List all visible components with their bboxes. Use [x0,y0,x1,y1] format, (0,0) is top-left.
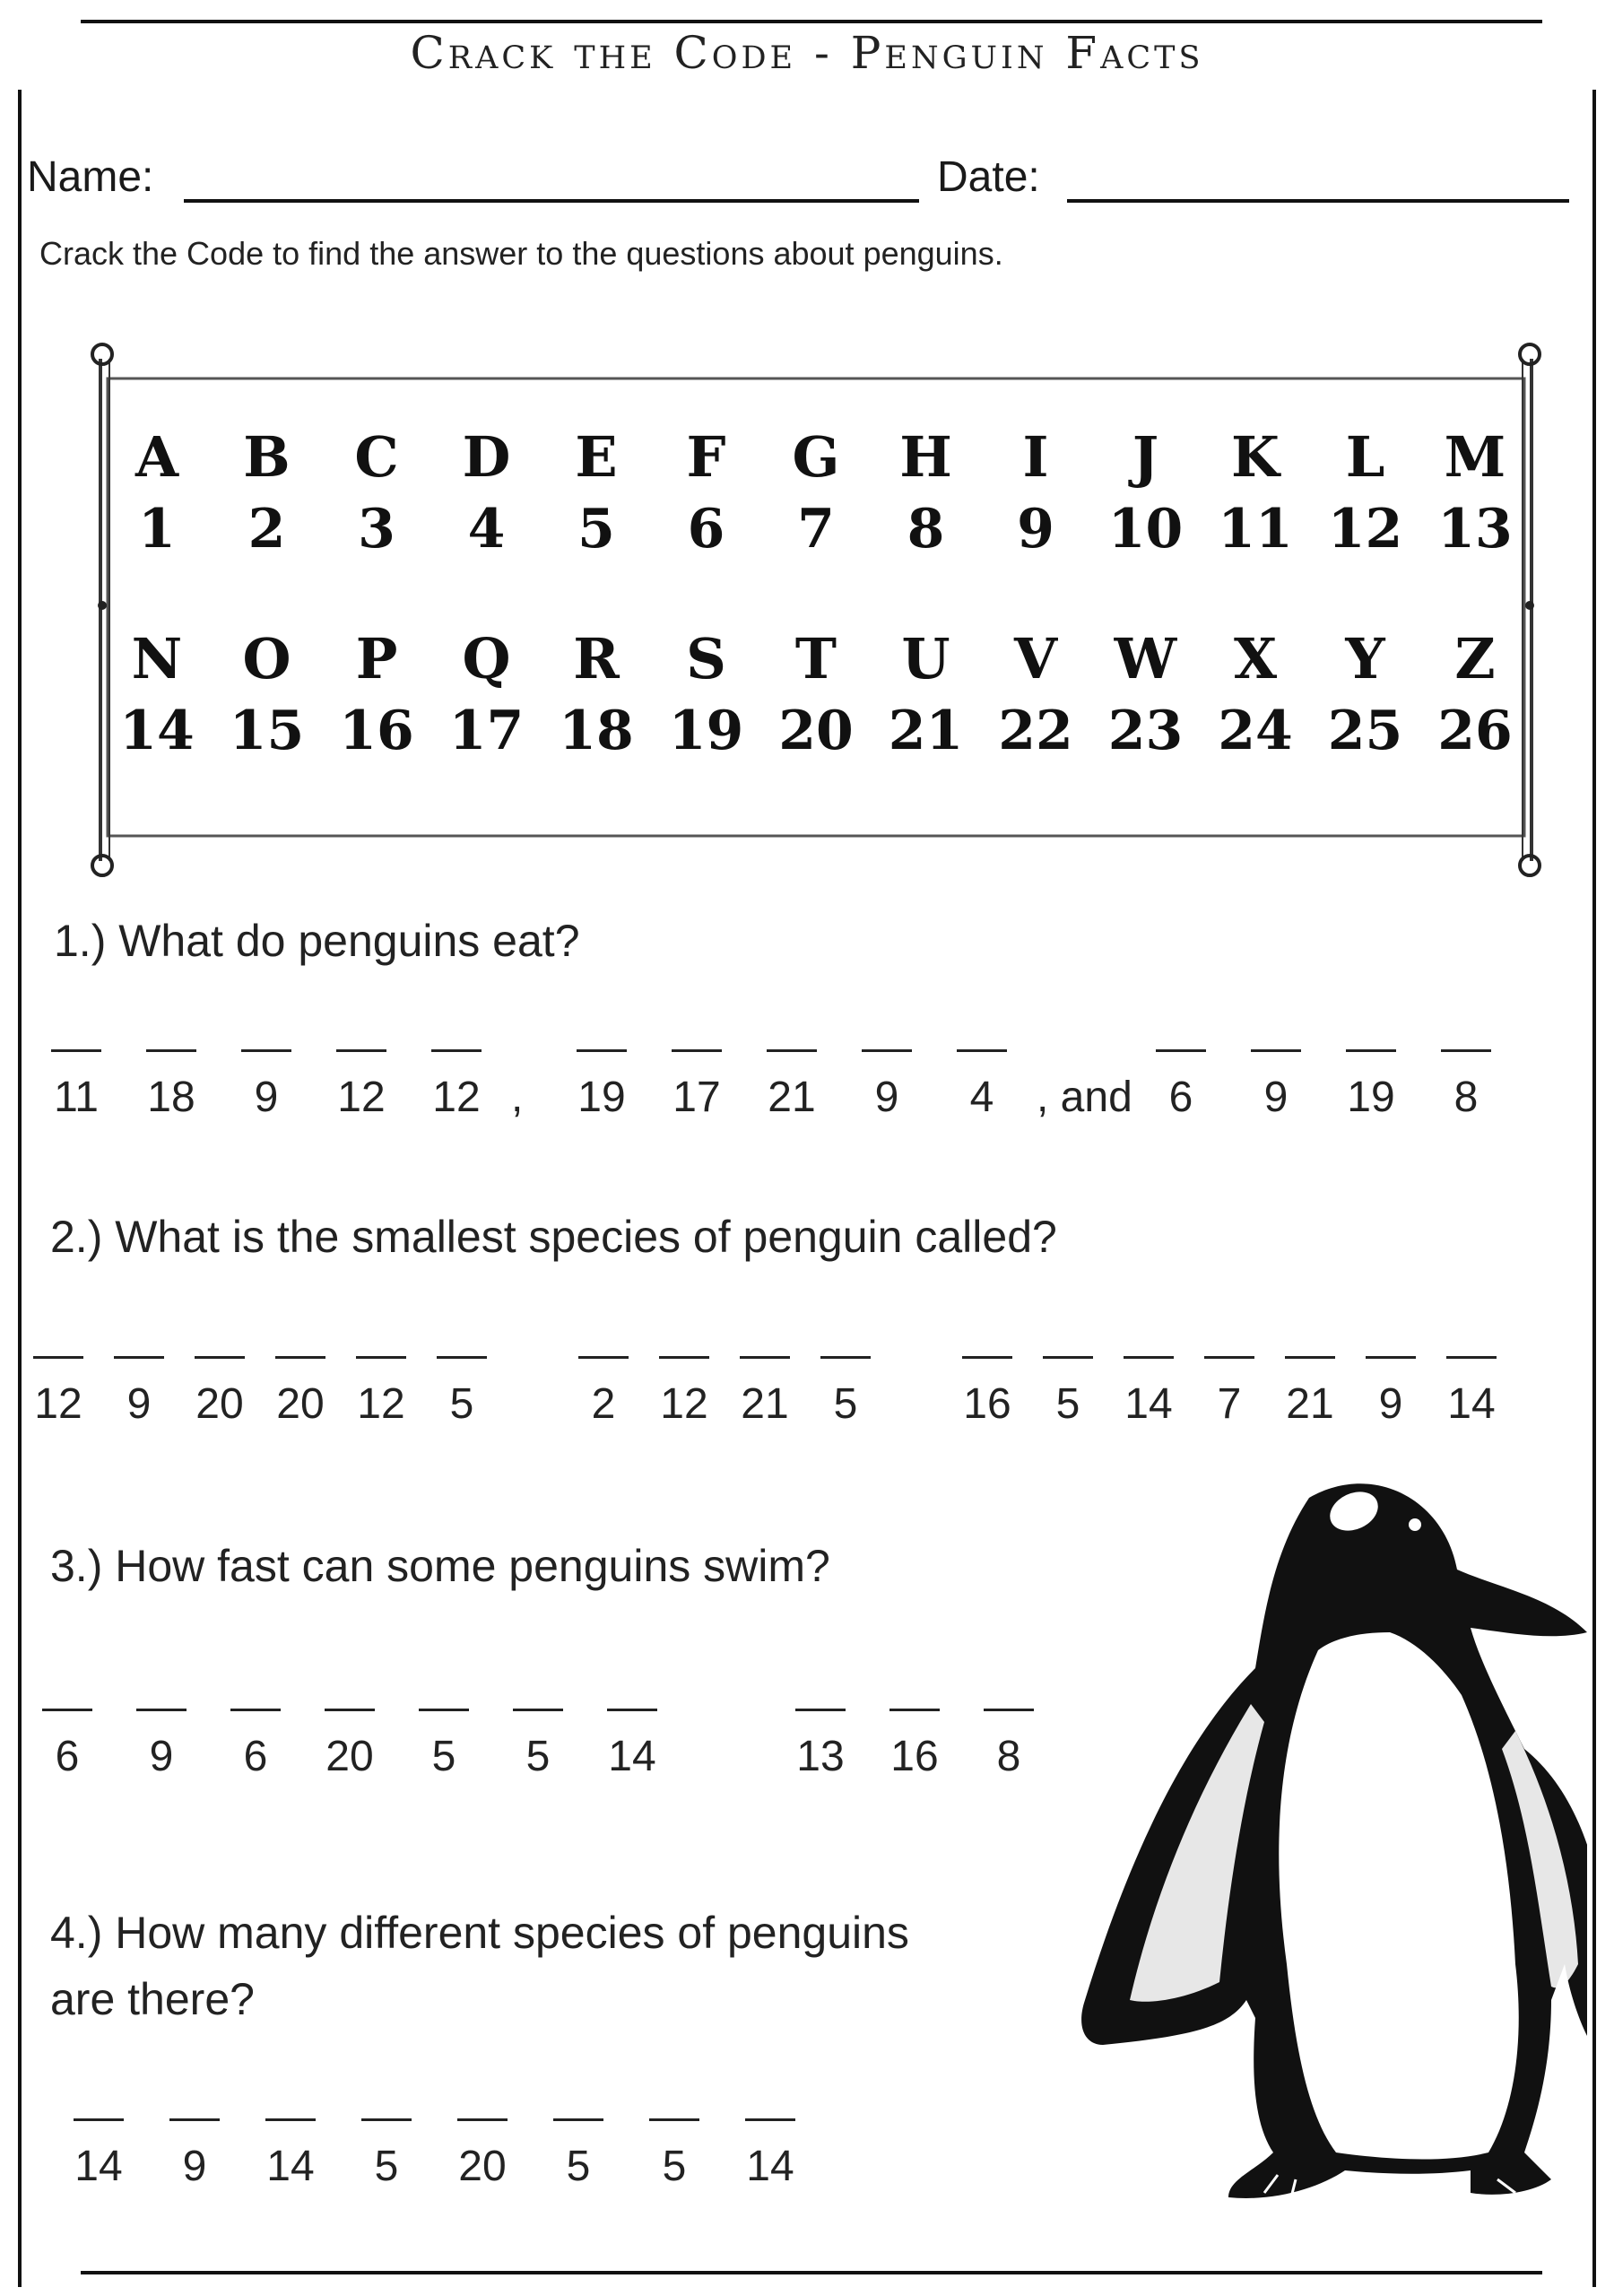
answer-blank[interactable] [1154,1049,1208,1139]
key-number: 25 [1327,700,1403,762]
bottom-rule [81,2271,1542,2274]
code-number: 20 [195,1380,244,1428]
key-number: 22 [998,700,1073,762]
code-number: 14 [266,2143,315,2190]
key-cell-x [1207,628,1304,762]
code-number: 19 [1347,1074,1395,1121]
code-number: 5 [1055,1380,1080,1428]
blank-line [553,2118,603,2121]
answer-blank[interactable] [577,1356,630,1446]
answer-blank[interactable] [323,1709,377,1798]
blank-line [962,1356,1012,1359]
key-number: 19 [668,700,744,762]
blank-line [42,1709,92,1711]
answer-blank[interactable] [1041,1356,1095,1446]
key-number: 6 [687,498,725,561]
blank-line [1124,1356,1174,1359]
key-cell-w [1098,628,1194,762]
blank-line [33,1356,83,1359]
code-number: 21 [1286,1380,1334,1428]
blank-line [74,2118,124,2121]
answer-blank[interactable] [511,1709,565,1798]
code-number: 14 [74,2143,123,2190]
blank-line [325,1709,375,1711]
blank-line [795,1709,846,1711]
code-number: 5 [833,1380,858,1428]
blank-line [740,1356,790,1359]
key-letter: D [462,424,511,490]
blank-line [1251,1049,1301,1052]
key-cell-s [658,628,755,762]
blank-line [1441,1049,1491,1052]
answer-blank[interactable] [134,1709,188,1798]
code-number: 4 [969,1074,994,1121]
blank-line [577,1049,627,1052]
top-rule [81,20,1542,23]
code-number: 9 [126,1380,152,1428]
answer-blank[interactable] [144,1049,198,1139]
key-cell-t [768,628,864,762]
key-cell-d [438,426,535,561]
code-number: 6 [55,1733,80,1780]
code-number: 16 [890,1733,939,1780]
key-letter: C [354,424,399,490]
code-key-panel [90,341,1542,879]
key-letter: Z [1454,626,1496,691]
code-number: 9 [182,2143,207,2190]
code-number: 7 [1217,1380,1242,1428]
key-cell-l [1317,426,1414,561]
key-letter: A [134,424,179,490]
date-field-line[interactable] [1067,199,1569,203]
blank-line [1446,1356,1497,1359]
scroll-frame [90,341,1542,879]
blank-line [1204,1356,1254,1359]
blank-line [578,1356,629,1359]
key-number: 15 [229,700,305,762]
answer-blank[interactable] [31,1356,85,1446]
key-letter: E [575,424,618,490]
answer-separator: , [511,1074,524,1121]
key-letter: S [686,626,726,691]
answer-blank[interactable] [819,1356,872,1446]
key-letter: Y [1345,626,1385,691]
worksheet-title: Crack the Code - Penguin Facts [410,27,1204,79]
answer-blank[interactable] [765,1049,819,1139]
blank-line [984,1709,1034,1711]
code-number: 14 [608,1733,656,1780]
code-number: 14 [746,2143,794,2190]
key-number: 9 [1017,498,1054,561]
name-field-line[interactable] [184,199,919,203]
key-letter: U [901,626,950,691]
key-letter: B [243,424,291,490]
question-4 [50,1900,909,2032]
key-letter: W [1114,626,1177,691]
blank-line [51,1049,101,1052]
answer-blank[interactable] [647,2118,701,2208]
key-number: 12 [1327,498,1403,561]
key-cell-r [548,628,645,762]
key-row-n-z [119,626,1513,771]
blank-line [136,1709,187,1711]
blank-line [275,1356,325,1359]
blank-line [820,1356,871,1359]
key-cell-c [328,426,425,561]
answer-blank[interactable] [72,2118,126,2208]
key-cell-p [328,628,425,762]
answer-blank[interactable] [264,2118,317,2208]
key-number: 11 [1218,498,1293,561]
key-letter: R [573,626,620,691]
name-label: Name: [27,153,154,201]
code-number: 9 [874,1074,899,1121]
blank-line [1043,1356,1093,1359]
code-number: 19 [577,1074,626,1121]
answer-blank[interactable] [1283,1356,1337,1446]
code-number: 5 [566,2143,591,2190]
key-number: 16 [339,700,414,762]
blank-line [356,1356,406,1359]
blank-line [230,1709,281,1711]
code-number: 9 [1263,1074,1289,1121]
code-number: 21 [741,1380,789,1428]
blank-line [265,2118,316,2121]
key-letter: O [242,626,291,691]
answer-blank[interactable] [888,1709,941,1798]
code-number: 12 [660,1380,708,1428]
key-number: 20 [778,700,854,762]
key-cell-v [987,628,1084,762]
key-cell-g [768,426,864,561]
key-letter: X [1233,626,1278,691]
code-number: 6 [1168,1074,1193,1121]
blank-line [862,1049,912,1052]
blank-line [114,1356,164,1359]
blank-line [419,1709,469,1711]
answer-blank[interactable] [575,1049,629,1139]
answer-blank[interactable] [456,2118,509,2208]
key-number: 14 [119,700,195,762]
answer-blank[interactable] [1364,1356,1418,1446]
answer-blank[interactable] [1439,1049,1493,1139]
code-number: 14 [1124,1380,1173,1428]
key-number: 8 [907,498,945,561]
key-cell-u [878,628,975,762]
key-number: 10 [1107,498,1184,561]
answer-blank[interactable] [657,1356,711,1446]
answer-blank[interactable] [982,1709,1036,1798]
code-number: 8 [996,1733,1021,1780]
answer-blank[interactable] [738,1356,792,1446]
key-number: 3 [358,498,395,561]
code-number: 8 [1453,1074,1479,1121]
key-cell-b [219,426,316,561]
answer-blank[interactable] [239,1049,293,1139]
key-letter: G [792,424,840,490]
key-letter: K [1231,424,1280,490]
code-number: 11 [54,1074,99,1121]
code-number: 9 [149,1733,174,1780]
answer-blank[interactable] [435,1356,489,1446]
key-cell-e [548,426,645,561]
code-number: 20 [458,2143,507,2190]
key-number: 13 [1437,498,1513,561]
answer-blank[interactable] [193,1356,247,1446]
blank-line [1156,1049,1206,1052]
code-number: 20 [276,1380,325,1428]
blank-line [1346,1049,1396,1052]
blank-line [745,2118,795,2121]
key-cell-j [1098,426,1194,561]
blank-line [431,1049,482,1052]
code-number: 6 [243,1733,268,1780]
key-number: 1 [138,498,176,561]
code-number: 9 [1378,1380,1403,1428]
code-number: 9 [254,1074,279,1121]
blank-line [169,2118,220,2121]
answer-blank[interactable] [605,1709,659,1798]
answer-blank[interactable] [1249,1049,1303,1139]
code-number: 5 [525,1733,551,1780]
key-row-a-m [134,424,1513,570]
key-cell-m [1427,426,1523,561]
right-border [1592,90,1596,2287]
blank-line [649,2118,699,2121]
key-number: 24 [1218,700,1293,762]
answer-2 [0,1356,1614,1446]
answer-blank[interactable] [49,1049,103,1139]
key-letter: Q [462,626,511,691]
key-cell-a [108,426,205,561]
answer-blank[interactable] [229,1709,282,1798]
key-number: 18 [559,700,634,762]
answer-blank[interactable] [112,1356,166,1446]
answer-blank[interactable] [670,1049,724,1139]
question-4-line-2: are there? [50,1974,255,2024]
answer-blank[interactable] [955,1049,1009,1139]
code-number: 12 [34,1380,82,1428]
key-number: 21 [888,700,964,762]
blank-line [241,1049,291,1052]
key-cell-i [987,426,1084,561]
blank-line [607,1709,657,1711]
blank-line [336,1049,386,1052]
key-number: 5 [577,498,615,561]
answer-blank[interactable] [743,2118,797,2208]
answer-blank[interactable] [334,1049,388,1139]
key-letter: T [794,626,837,691]
key-cell-k [1207,426,1304,561]
blank-line [457,2118,508,2121]
left-border [18,90,22,2287]
key-letter: H [899,424,952,490]
code-number: 5 [662,2143,687,2190]
code-number: 14 [1447,1380,1496,1428]
answer-blank[interactable] [794,1709,847,1798]
key-cell-h [878,426,975,561]
answer-blank[interactable] [168,2118,221,2208]
blank-line [513,1709,563,1711]
key-letter: L [1345,424,1385,490]
blank-line [659,1356,709,1359]
question-4-line-1: 4.) How many different species of penguins [50,1908,909,1958]
answer-blank[interactable] [273,1356,327,1446]
code-number: 16 [963,1380,1011,1428]
answer-1 [0,1049,1614,1139]
code-number: 5 [374,2143,399,2190]
key-letter: M [1444,424,1506,490]
code-number: 17 [672,1074,721,1121]
blank-line [957,1049,1007,1052]
blank-line [672,1049,722,1052]
code-number: 18 [147,1074,195,1121]
code-number: 12 [337,1074,386,1121]
answer-blank[interactable] [1445,1356,1498,1446]
key-cell-z [1427,628,1523,762]
key-letter: F [686,424,726,490]
instructions: Crack the Code to find the answer to the questions about penguins. [39,235,1003,272]
answer-blank[interactable] [430,1049,483,1139]
date-label: Date: [937,153,1040,201]
answer-blank[interactable] [860,1049,914,1139]
key-number: 7 [797,498,835,561]
blank-line [889,1709,940,1711]
answer-blank[interactable] [360,2118,413,2208]
answer-separator: , and [1037,1074,1132,1121]
blank-line [361,2118,412,2121]
question-2: 2.) What is the smallest species of penguin called? [50,1212,1057,1262]
key-letter: J [1132,424,1159,490]
blank-line [1285,1356,1335,1359]
answer-blank[interactable] [1202,1356,1256,1446]
answer-blank[interactable] [417,1709,471,1798]
key-cell-o [219,628,316,762]
key-cell-q [438,628,535,762]
key-number: 2 [247,498,286,561]
answer-blank[interactable] [354,1356,408,1446]
code-number: 21 [768,1074,816,1121]
key-number: 26 [1437,700,1513,762]
code-number: 13 [796,1733,845,1780]
answer-blank[interactable] [551,2118,605,2208]
question-1: 1.) What do penguins eat? [54,916,580,966]
key-letter: P [355,626,398,691]
key-letter: N [131,626,183,691]
code-number: 12 [357,1380,405,1428]
key-cell-y [1317,628,1414,762]
blank-line [437,1356,487,1359]
question-3: 3.) How fast can some penguins swim? [50,1541,830,1591]
key-cell-n [108,628,205,762]
key-letter: I [1022,424,1049,490]
answer-blank[interactable] [1344,1049,1398,1139]
blank-line [1366,1356,1416,1359]
code-number: 20 [325,1733,374,1780]
blank-line [146,1049,196,1052]
blank-line [195,1356,245,1359]
key-letter: V [1013,626,1058,691]
key-number: 17 [448,700,525,762]
answer-blank[interactable] [40,1709,94,1798]
answer-blank[interactable] [960,1356,1014,1446]
key-number: 4 [467,498,506,561]
answer-blank[interactable] [1122,1356,1176,1446]
code-number: 5 [431,1733,456,1780]
key-cell-f [658,426,755,561]
code-number: 12 [432,1074,481,1121]
key-number: 23 [1107,700,1184,762]
blank-line [767,1049,817,1052]
penguin-illustration [1049,1462,1587,2206]
code-number: 5 [449,1380,474,1428]
code-number: 2 [591,1380,616,1428]
